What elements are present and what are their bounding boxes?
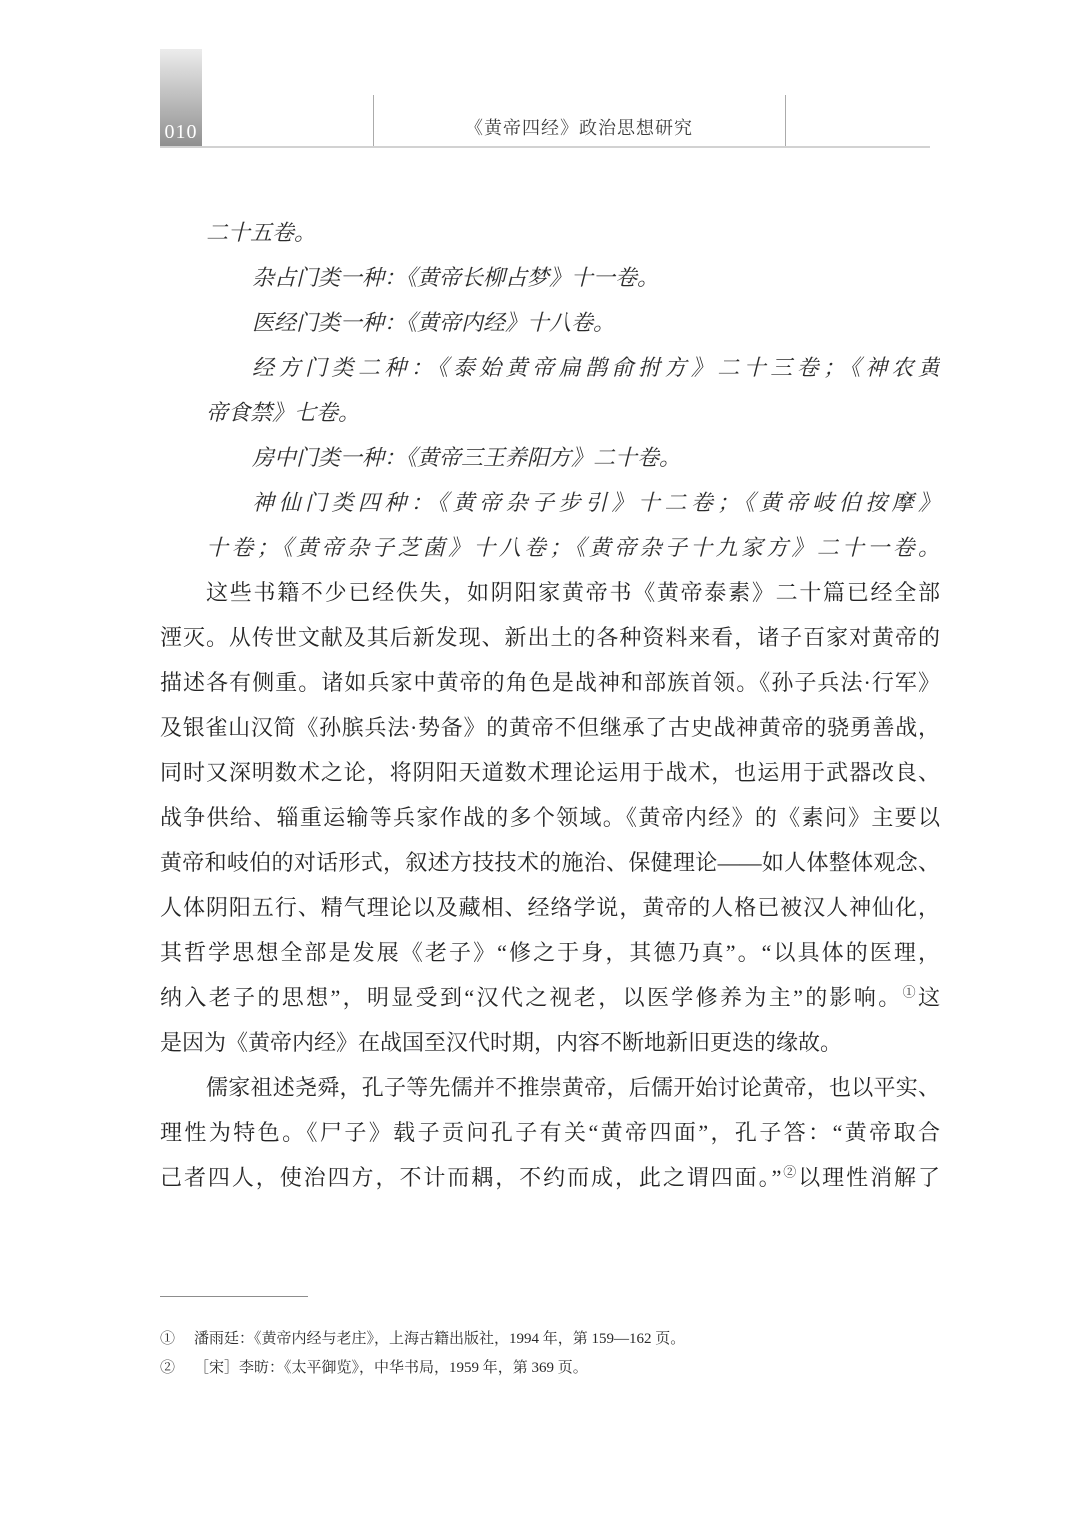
text-line: 儒家祖述尧舜，孔子等先儒并不推崇黄帝，后儒开始讨论黄帝，也以平实、 <box>206 1075 940 1100</box>
quote-line: 神仙门类四种：《黄帝杂子步引》十二卷；《黄帝岐伯按摩》 <box>252 490 940 515</box>
text-segment: 己者四人，使治四方，不计而耦，不约而成，此之谓四面。” <box>160 1165 782 1190</box>
quote-line: 十卷；《黄帝杂子芝菌》十八卷；《黄帝杂子十九家方》二十一卷。 <box>206 535 940 560</box>
quote-line: 杂占门类一种：《黄帝长柳占梦》十一卷。 <box>252 265 660 290</box>
quote-line: 经方门类二种：《泰始黄帝扁鹊俞拊方》二十三卷；《神农黄 <box>252 355 940 380</box>
text-line: 其哲学思想全部是发展《老子》“修之于身，其德乃真”。“以具体的医理， <box>160 940 940 965</box>
footnote-item <box>160 1325 960 1354</box>
text-segment: 这 <box>917 985 940 1010</box>
page-number: 010 <box>164 121 198 143</box>
footnote-text: 潘雨廷：《黄帝内经与老庄》，上海古籍出版社，1994 年，第 159—162 页。 <box>194 1331 686 1347</box>
body-text <box>160 210 940 1200</box>
header-rule <box>160 146 930 148</box>
footnote-ref-2: ② <box>781 1164 799 1180</box>
footnote-text: ［宋］李昉：《太平御览》，中华书局，1959 年，第 369 页。 <box>194 1360 588 1376</box>
text-line <box>160 975 940 1020</box>
footnote-ref-1: ① <box>902 984 918 1000</box>
text-line: 是因为《黄帝内经》在战国至汉代时期，内容不断地新旧更迭的缘故。 <box>160 1030 843 1055</box>
quote-line: 帝食禁》七卷。 <box>206 400 361 425</box>
text-line: 湮灭。从传世文献及其后新发现、新出土的各种资料来看，诸子百家对黄帝的 <box>160 625 940 650</box>
footnotes <box>160 1325 960 1383</box>
text-line: 战争供给、辎重运输等兵家作战的多个领域。《黄帝内经》的《素问》主要以 <box>160 805 940 830</box>
text-line: 及银雀山汉简《孙膑兵法·势备》的黄帝不但继承了古史战神黄帝的骁勇善战， <box>160 715 940 740</box>
page-number-bar <box>160 49 202 147</box>
running-title: 《黄帝四经》政治思想研究 <box>465 118 693 138</box>
text-line: 描述各有侧重。诸如兵家中黄帝的角色是战神和部族首领。《孙子兵法·行军》 <box>160 670 940 695</box>
text-line: 同时又深明数术之论，将阴阳天道数术理论运用于战术，也运用于武器改良、 <box>160 760 940 785</box>
text-segment: 以理性消解了 <box>798 1165 940 1190</box>
text-line: 这些书籍不少已经佚失，如阴阳家黄帝书《黄帝泰素》二十篇已经全部 <box>206 580 940 605</box>
text-line: 黄帝和岐伯的对话形式，叙述方技技术的施治、保健理论——如人体整体观念、 <box>160 850 940 875</box>
text-segment: 纳入老子的思想”，明显受到“汉代之视老，以医学修养为主”的影响。 <box>160 985 903 1010</box>
footnote-marker: ② <box>160 1360 176 1376</box>
quote-line: 医经门类一种：《黄帝内经》十八卷。 <box>252 310 616 335</box>
text-line <box>160 1155 940 1200</box>
footnote-rule <box>160 1296 308 1297</box>
text-line: 理性为特色。《尸子》载子贡问孔子有关“黄帝四面”，孔子答：“黄帝取合 <box>160 1120 940 1145</box>
header-divider-right <box>785 95 786 147</box>
quote-line: 二十五卷。 <box>206 220 317 245</box>
footnote-marker: ① <box>160 1331 176 1347</box>
quote-line: 房中门类一种：《黄帝三王养阳方》二十卷。 <box>252 445 682 470</box>
footnote-item <box>160 1354 960 1383</box>
text-line: 人体阴阳五行、精气理论以及藏相、经络学说，黄帝的人格已被汉人神仙化， <box>160 895 940 920</box>
